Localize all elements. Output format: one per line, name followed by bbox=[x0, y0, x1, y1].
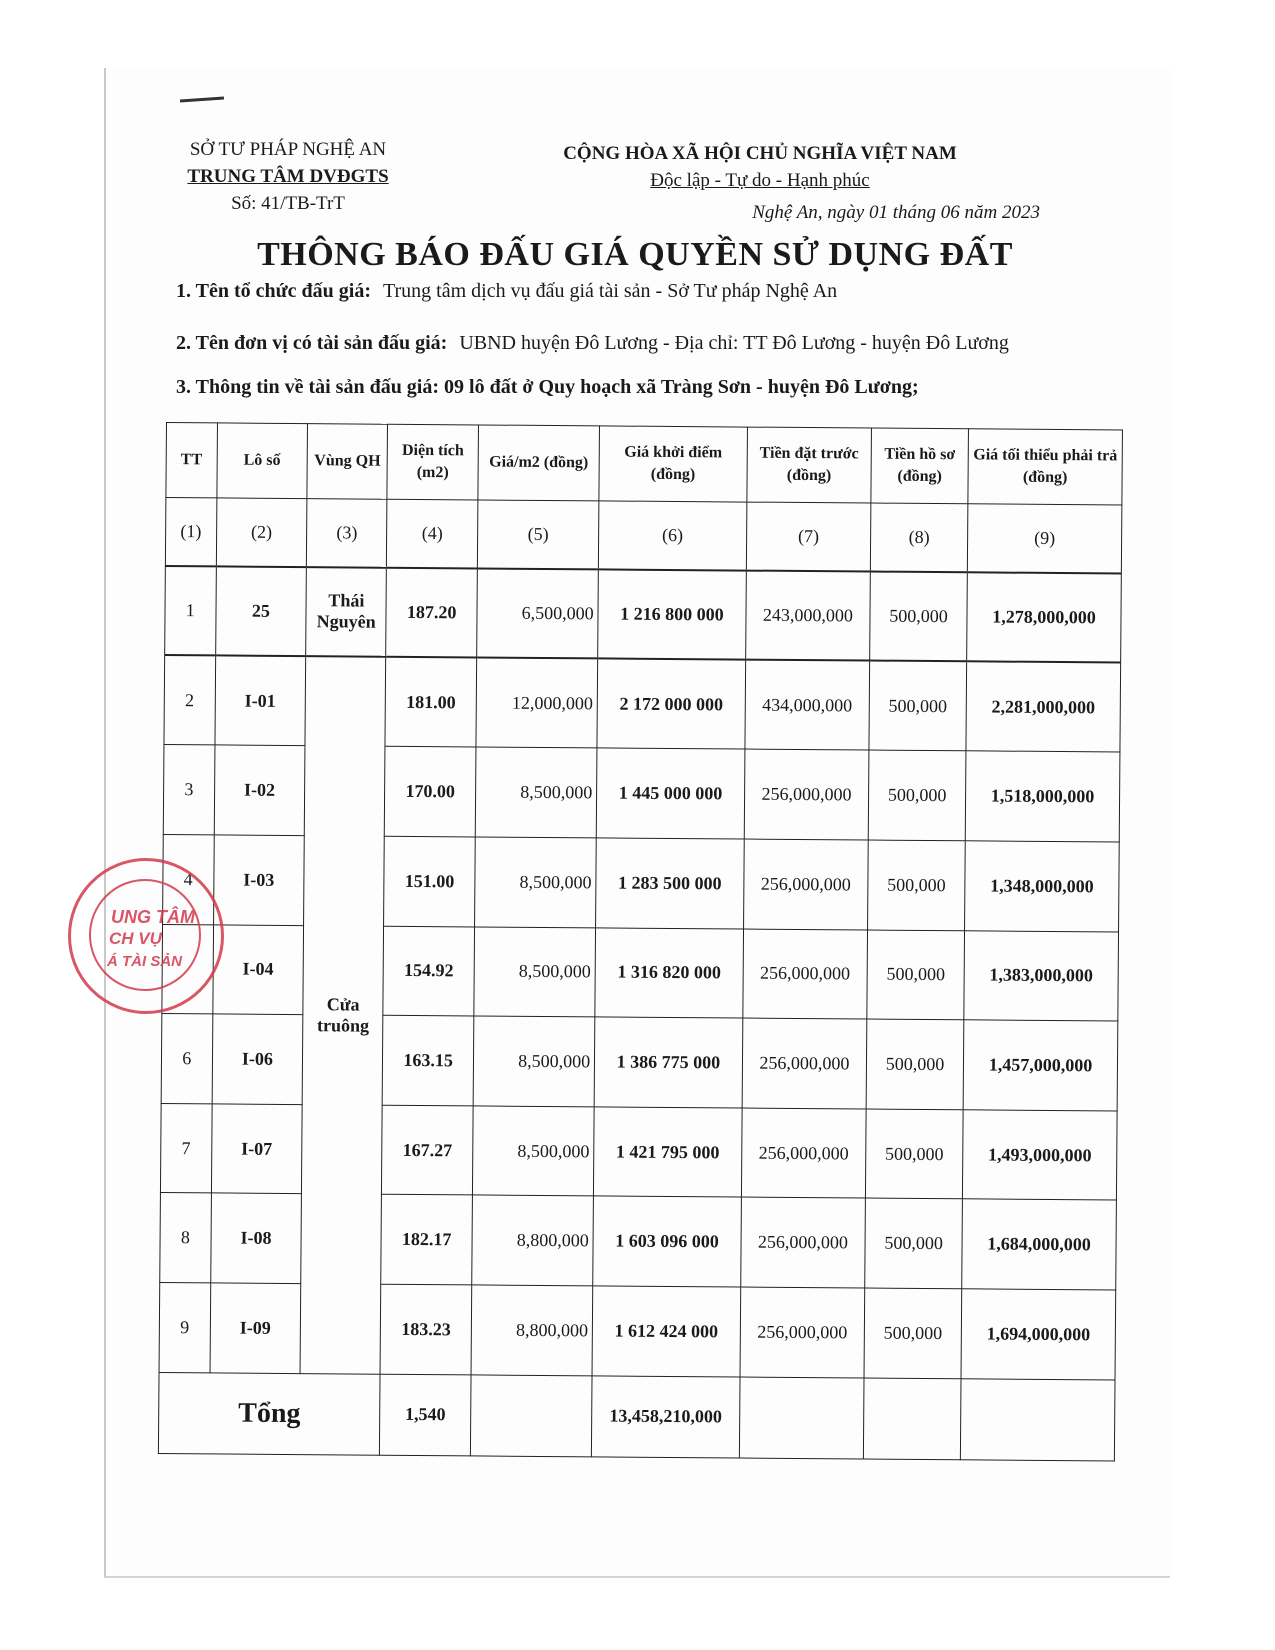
cell-start-price: 1 612 424 000 bbox=[592, 1286, 740, 1377]
col-header: Giá khởi điểm (đồng) bbox=[599, 426, 747, 502]
document-date: Nghệ An, ngày 01 tháng 06 năm 2023 bbox=[752, 202, 1040, 223]
col-number: (9) bbox=[967, 504, 1121, 574]
cell-area: 151.00 bbox=[384, 836, 475, 926]
cell-lot: I-01 bbox=[215, 656, 306, 746]
national-header bbox=[520, 140, 1000, 194]
cell-fee: 500,000 bbox=[866, 1109, 964, 1199]
cell-tt: 6 bbox=[161, 1014, 212, 1104]
total-row bbox=[158, 1372, 1115, 1461]
cell-lot: I-07 bbox=[211, 1104, 302, 1194]
cell-tt: 2 bbox=[164, 655, 215, 745]
cell-zone: Cửa truông bbox=[300, 656, 386, 1374]
cell-deposit: 256,000,000 bbox=[744, 749, 869, 840]
total-empty bbox=[863, 1378, 961, 1460]
total-empty bbox=[470, 1375, 592, 1457]
document-number: Số: 41/TB-TrT bbox=[231, 193, 345, 214]
cell-start-price: 1 421 795 000 bbox=[594, 1107, 742, 1198]
cell-area: 154.92 bbox=[383, 926, 474, 1016]
cell-start-price: 1 603 096 000 bbox=[593, 1196, 741, 1287]
seal-text: CH VỤ bbox=[109, 929, 162, 948]
cell-fee: 500,000 bbox=[866, 1019, 964, 1109]
cell-deposit: 256,000,000 bbox=[740, 1198, 865, 1289]
cell-area: 170.00 bbox=[385, 747, 476, 837]
cell-lot: I-03 bbox=[213, 835, 304, 925]
national-name: CỘNG HÒA XÃ HỘI CHỦ NGHĨA VIỆT NAM bbox=[563, 143, 957, 164]
official-seal bbox=[68, 858, 224, 1014]
cell-lot: I-06 bbox=[212, 1014, 303, 1104]
national-motto: Độc lập - Tự do - Hạnh phúc bbox=[650, 170, 870, 191]
issuer-header bbox=[168, 136, 408, 217]
cell-tt: 9 bbox=[159, 1283, 210, 1373]
cell-price-m2: 12,000,000 bbox=[476, 658, 598, 749]
cell-tt: 4 bbox=[163, 834, 214, 924]
cell-price-m2: 8,500,000 bbox=[472, 1106, 594, 1197]
cell-lot: I-04 bbox=[212, 924, 303, 1014]
cell-min-price: 2,281,000,000 bbox=[966, 661, 1121, 752]
cell-deposit: 256,000,000 bbox=[743, 839, 868, 930]
cell-fee: 500,000 bbox=[864, 1288, 962, 1378]
cell-start-price: 1 316 820 000 bbox=[595, 927, 743, 1018]
col-header: Tiền hồ sơ (đồng) bbox=[871, 428, 969, 503]
cell-lot: I-09 bbox=[210, 1283, 301, 1373]
col-number: (1) bbox=[165, 497, 216, 566]
col-number: (8) bbox=[870, 503, 968, 572]
col-header: Lô số bbox=[216, 423, 307, 498]
cell-deposit: 243,000,000 bbox=[745, 570, 870, 661]
issuer-department: SỞ TƯ PHÁP NGHỆ AN bbox=[189, 139, 387, 160]
cell-price-m2: 8,500,000 bbox=[475, 747, 597, 838]
cell-deposit: 256,000,000 bbox=[740, 1287, 865, 1378]
cell-fee: 500,000 bbox=[867, 930, 965, 1020]
col-header: Vùng QH bbox=[307, 424, 388, 499]
total-empty bbox=[960, 1379, 1115, 1461]
cell-area: 187.20 bbox=[386, 567, 477, 657]
cell-fee: 500,000 bbox=[865, 1199, 963, 1289]
cell-lot: 25 bbox=[215, 566, 306, 656]
info-value: Trung tâm dịch vụ đấu giá tài sản - Sở Tư pháp Nghệ An bbox=[382, 280, 838, 302]
cell-fee: 500,000 bbox=[869, 661, 967, 751]
cell-area: 181.00 bbox=[385, 657, 476, 747]
col-number: (3) bbox=[307, 498, 388, 567]
cell-min-price: 1,694,000,000 bbox=[961, 1289, 1116, 1380]
column-number-row bbox=[165, 497, 1122, 573]
cell-start-price: 2 172 000 000 bbox=[597, 659, 745, 750]
cell-deposit: 256,000,000 bbox=[742, 1018, 867, 1109]
cell-zone: Thái Nguyên bbox=[306, 567, 387, 657]
cell-tt: 8 bbox=[160, 1193, 211, 1283]
col-header: Tiền đặt trước (đồng) bbox=[747, 427, 872, 503]
cell-min-price: 1,278,000,000 bbox=[967, 572, 1122, 663]
cell-price-m2: 8,500,000 bbox=[474, 927, 596, 1018]
info-label: 3. Thông tin về tài sản đấu giá: 09 lô đất ở Quy hoạch xã Tràng Sơn - huyện Đô Lương; bbox=[176, 376, 919, 398]
total-start-price: 13,458,210,000 bbox=[592, 1376, 740, 1458]
cell-area: 183.23 bbox=[380, 1284, 471, 1374]
cell-area: 167.27 bbox=[382, 1105, 473, 1195]
col-header: Giá tối thiểu phải trả (đồng) bbox=[968, 429, 1123, 505]
table-row bbox=[165, 565, 1122, 662]
cell-deposit: 434,000,000 bbox=[745, 660, 870, 751]
col-header: Giá/m2 (đồng) bbox=[478, 425, 600, 501]
cell-min-price: 1,493,000,000 bbox=[962, 1110, 1117, 1201]
cell-tt: 1 bbox=[165, 565, 216, 655]
cell-fee: 500,000 bbox=[870, 571, 968, 661]
info-label: 1. Tên tổ chức đấu giá: bbox=[176, 280, 371, 302]
col-number: (2) bbox=[216, 498, 307, 567]
cell-area: 182.17 bbox=[381, 1195, 472, 1285]
issuer-center: TRUNG TÂM DVĐGTS bbox=[187, 166, 389, 187]
cell-min-price: 1,518,000,000 bbox=[965, 751, 1120, 842]
cell-min-price: 1,383,000,000 bbox=[964, 930, 1119, 1021]
col-number: (6) bbox=[599, 501, 747, 570]
col-number: (5) bbox=[477, 500, 599, 569]
info-line-1 bbox=[176, 280, 837, 303]
seal-text: UNG TÂM bbox=[111, 907, 195, 927]
total-area: 1,540 bbox=[380, 1374, 471, 1456]
cell-deposit: 256,000,000 bbox=[743, 929, 868, 1020]
total-empty bbox=[739, 1377, 864, 1459]
cell-fee: 500,000 bbox=[868, 750, 966, 840]
cell-area: 163.15 bbox=[382, 1015, 473, 1105]
cell-price-m2: 8,800,000 bbox=[472, 1195, 594, 1286]
col-number: (7) bbox=[746, 502, 871, 571]
cell-min-price: 1,348,000,000 bbox=[965, 841, 1120, 932]
cell-start-price: 1 283 500 000 bbox=[596, 838, 744, 929]
cell-tt: 3 bbox=[163, 745, 214, 835]
cell-start-price: 1 216 800 000 bbox=[598, 569, 746, 660]
col-header: Diện tích (m2) bbox=[387, 424, 478, 499]
cell-lot: I-02 bbox=[214, 745, 305, 835]
cell-price-m2: 8,500,000 bbox=[473, 1016, 595, 1107]
col-header: TT bbox=[166, 423, 217, 498]
cell-deposit: 256,000,000 bbox=[741, 1108, 866, 1199]
cell-fee: 500,000 bbox=[868, 840, 966, 930]
cell-price-m2: 6,500,000 bbox=[477, 568, 599, 659]
cell-tt: 7 bbox=[160, 1103, 211, 1193]
cell-price-m2: 8,500,000 bbox=[475, 837, 597, 928]
info-line-3 bbox=[176, 376, 919, 399]
seal-text: Á TÀI SẢN bbox=[107, 953, 182, 970]
info-label: 2. Tên đơn vị có tài sản đấu giá: bbox=[176, 332, 448, 354]
cell-min-price: 1,457,000,000 bbox=[963, 1020, 1118, 1111]
total-label: Tổng bbox=[158, 1372, 380, 1455]
cell-price-m2: 8,800,000 bbox=[471, 1285, 593, 1376]
table-row bbox=[164, 655, 1121, 752]
col-number: (4) bbox=[387, 499, 478, 568]
document-title: THÔNG BÁO ĐẤU GIÁ QUYỀN SỬ DỤNG ĐẤT bbox=[257, 236, 1013, 273]
cell-lot: I-08 bbox=[210, 1193, 301, 1283]
auction-table bbox=[158, 422, 1123, 1461]
header-row bbox=[166, 423, 1123, 505]
info-value: UBND huyện Đô Lương - Địa chỉ: TT Đô Lương - huyện Đô Lương bbox=[459, 332, 1009, 354]
info-line-2 bbox=[176, 332, 1009, 355]
cell-start-price: 1 445 000 000 bbox=[596, 748, 744, 839]
cell-start-price: 1 386 775 000 bbox=[594, 1017, 742, 1108]
cell-min-price: 1,684,000,000 bbox=[962, 1199, 1117, 1290]
